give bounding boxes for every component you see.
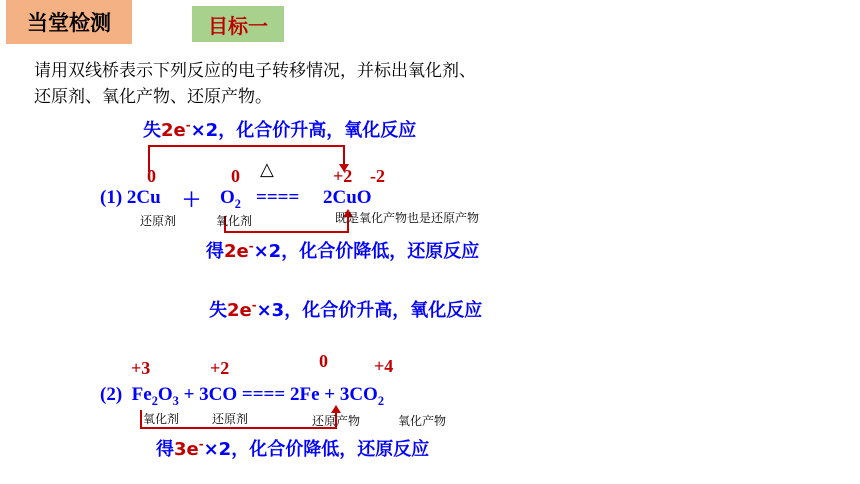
r1-role-product: 既是氧化产物也是还原产物 [335, 211, 480, 225]
r1-equation-arrow: ==== [256, 187, 300, 208]
r2-ox-state-fe: +3 [131, 358, 151, 378]
r1-equation-product: 2CuO [323, 187, 372, 208]
r1-reduction-label: 得2e-×2，化合价降低，还原反应 [206, 239, 480, 262]
instruction-line-1: 请用双线桥表示下列反应的电子转移情况，并标出氧化剂、 [34, 61, 476, 81]
r2-ox-state-c: +2 [210, 358, 230, 378]
goal-tag: 目标一 [192, 6, 284, 42]
heat-symbol: △ [260, 159, 274, 180]
r2-oxidation-label: 失2e-×3，化合价升高，氧化反应 [209, 298, 483, 321]
r2-equation: (2) $Fe_2O_3 + 3CO$ ==== $2Fe + 3CO_2$ [100, 384, 384, 408]
r1-role-oxidant: 氧化剂 [216, 214, 253, 228]
r1-equation-reactant-cu: (1) 2Cu [100, 187, 161, 208]
r1-oxidation-label: 失2e-×2，化合价升高，氧化反应 [143, 118, 417, 141]
section-tag: 当堂检测 [6, 0, 132, 44]
r1-ox-state-cu: 0 [147, 166, 156, 186]
r1-equation-plus: ＋ [182, 190, 202, 211]
instruction-line-2: 还原剂、氧化产物、还原产物。 [34, 87, 272, 107]
r2-ox-state-co2-c: +4 [374, 356, 394, 376]
r2-role-reductant: 还原剂 [212, 412, 249, 426]
r2-role-reduction-product: 还原产物 [312, 414, 361, 428]
r2-role-oxidant: 氧化剂 [143, 412, 180, 426]
r2-reduction-label: 得3e-×2，化合价降低，还原反应 [156, 437, 430, 460]
r1-role-reductant: 还原剂 [140, 214, 177, 228]
r1-ox-state-cuo-o: -2 [370, 166, 385, 186]
r1-ox-state-cuo-cu: +2 [333, 166, 353, 186]
r2-role-oxidation-product: 氧化产物 [398, 414, 447, 428]
r2-ox-state-fe-product: 0 [319, 351, 328, 371]
r1-ox-state-o2: 0 [231, 166, 240, 186]
r1-equation-o2: $O_2$ [220, 187, 241, 211]
